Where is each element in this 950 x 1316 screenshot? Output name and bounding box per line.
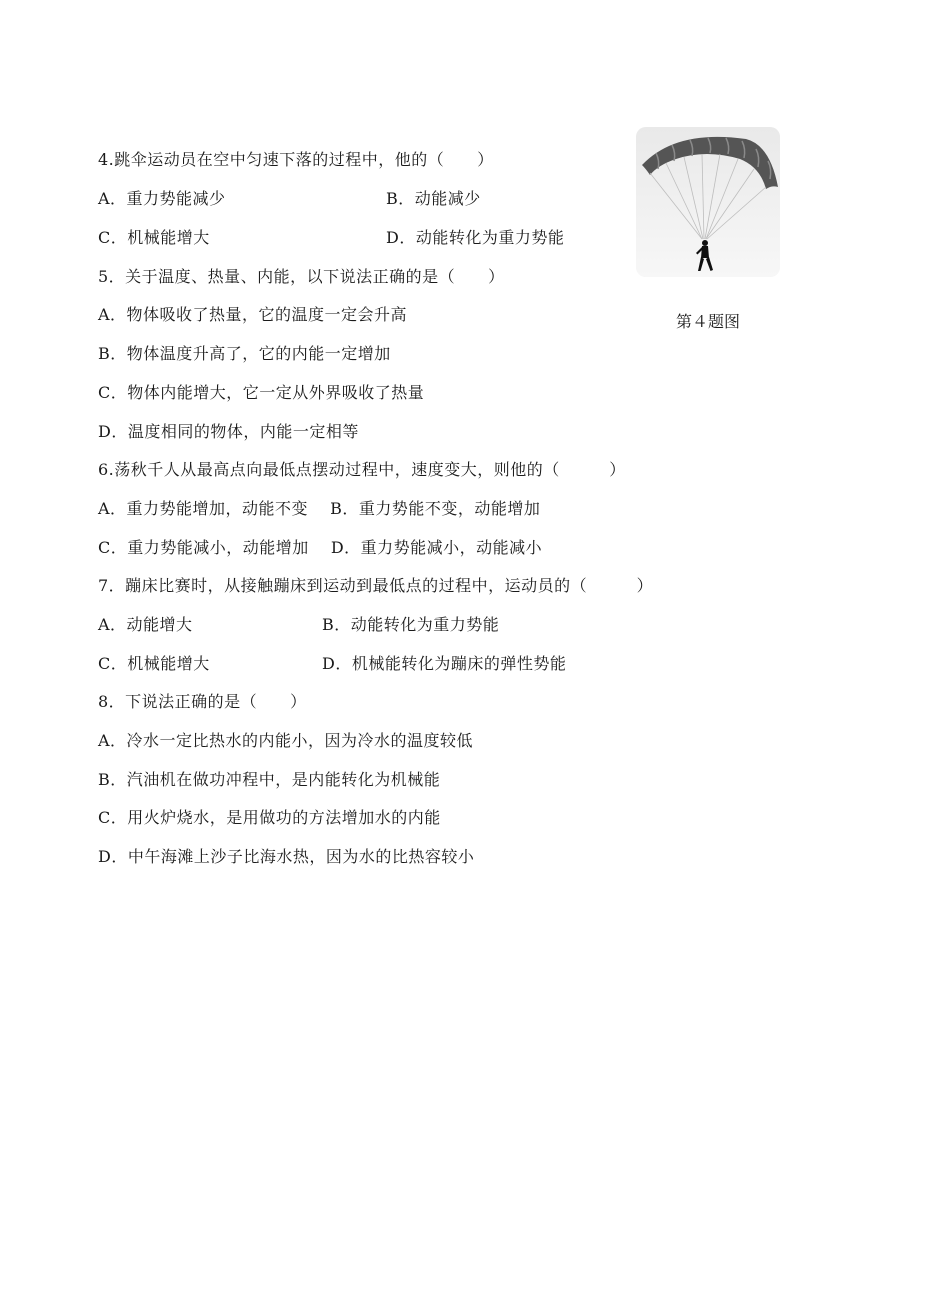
figure-caption: 第４题图 [676, 312, 741, 331]
question-5-stem: 5．关于温度、热量、内能，以下说法正确的是（ ） [98, 267, 505, 286]
question-4-option-a: A．重力势能减少 [98, 189, 226, 208]
question-7-option-d: D．机械能转化为蹦床的弹性势能 [322, 654, 567, 673]
question-4-option-c: C．机械能增大 [98, 228, 210, 247]
question-7-option-c: C．机械能增大 [98, 654, 210, 673]
question-7-option-b: B．动能转化为重力势能 [322, 615, 500, 634]
question-8-option-d: D．中午海滩上沙子比海水热，因为水的比热容较小 [98, 847, 475, 866]
question-4-option-b: B．动能减少 [386, 189, 481, 208]
question-8-option-c: C．用火炉烧水，是用做功的方法增加水的内能 [98, 808, 441, 827]
question-5-option-a: A．物体吸收了热量，它的温度一定会升高 [98, 305, 408, 324]
question-5-option-b: B．物体温度升高了，它的内能一定增加 [98, 344, 391, 363]
parachute-icon [636, 127, 780, 277]
question-4-option-d: D．动能转化为重力势能 [386, 228, 565, 247]
question-7-option-a: A．动能增大 [98, 615, 193, 634]
question-8-option-b: B．汽油机在做功冲程中，是内能转化为机械能 [98, 770, 441, 789]
question-6-options-ab: A．重力势能增加，动能不变 B．重力势能不变，动能增加 [98, 499, 541, 518]
question-5-option-c: C．物体内能增大，它一定从外界吸收了热量 [98, 383, 425, 402]
question-6-options-cd: C．重力势能减小，动能增加 D．重力势能减小，动能减小 [98, 538, 543, 557]
question-8-stem: 8．下说法正确的是（ ） [98, 692, 307, 711]
question-6-stem: 6.荡秋千人从最高点向最低点摆动过程中，速度变大，则他的（ ） [98, 460, 626, 479]
question-5-option-d: D．温度相同的物体，内能一定相等 [98, 422, 359, 441]
question-4-stem: 4.跳伞运动员在空中匀速下落的过程中，他的（ ） [98, 150, 494, 169]
parachutist-figure [636, 127, 780, 277]
question-8-option-a: A．冷水一定比热水的内能小，因为冷水的温度较低 [98, 731, 474, 750]
question-7-stem: 7．蹦床比赛时，从接触蹦床到运动到最低点的过程中，运动员的（ ） [98, 576, 654, 595]
